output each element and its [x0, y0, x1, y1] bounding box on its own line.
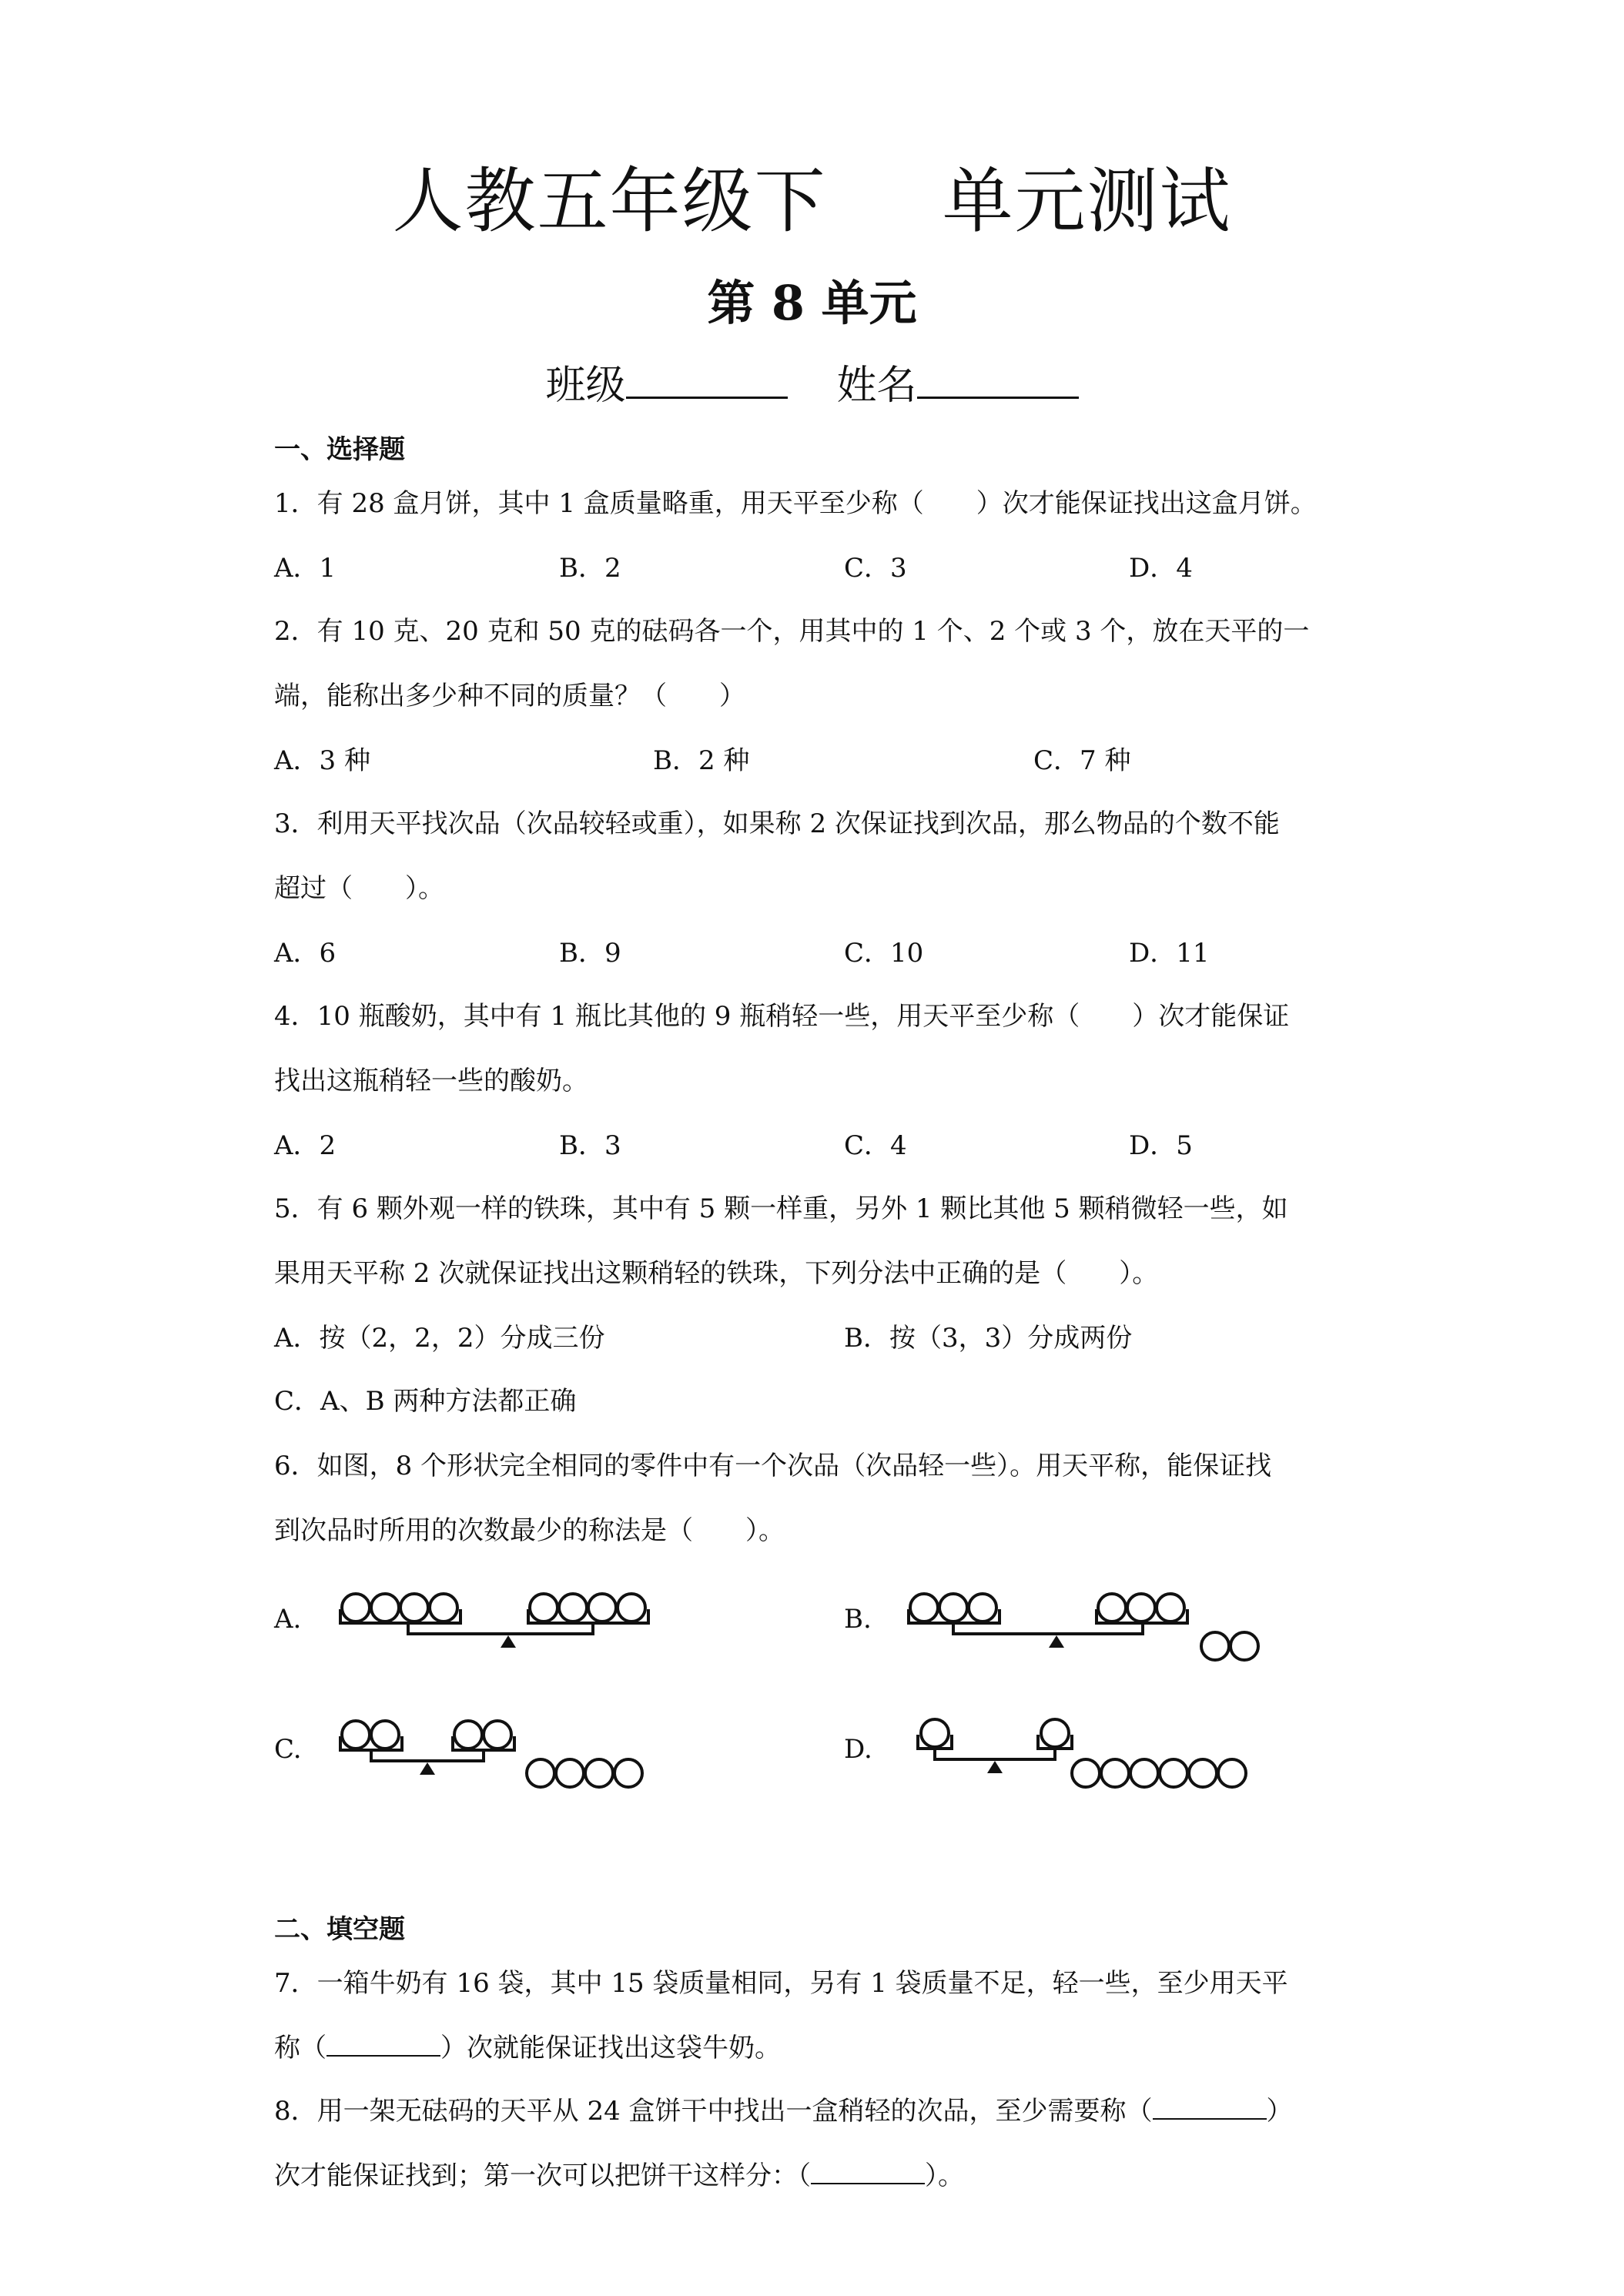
- section-heading-fill: 二、填空题: [274, 1914, 405, 1945]
- q6-scale-diagram-b[interactable]: [907, 1586, 1269, 1671]
- class-name-line: [0, 353, 1624, 410]
- q7-text-before: 称（: [274, 2033, 326, 2063]
- question-7-line2: [274, 2027, 781, 2064]
- q4-option-b[interactable]: B．3: [559, 1130, 621, 1161]
- question-6-line2: 到次品时所用的次数最少的称法是（ ）。: [274, 1515, 785, 1546]
- question-4-line1: 4．10 瓶酸奶，其中有 1 瓶比其他的 9 瓶稍轻一些，用天平至少称（ ）次才能保证: [274, 1001, 1290, 1032]
- question-3-line1: 3．利用天平找次品（次品较轻或重），如果称 2 次保证找到次品，那么物品的个数不能: [274, 808, 1280, 839]
- page-title: [0, 145, 1624, 246]
- question-1-text: 1．有 28 盒月饼，其中 1 盒质量略重，用天平至少称（ ）次才能保证找出这盒月饼。: [274, 488, 1317, 519]
- q1-option-a[interactable]: A．1: [274, 553, 337, 584]
- unit-subtitle: 第 8 单元: [707, 275, 917, 331]
- class-label: 班级: [545, 363, 626, 409]
- q1-option-d[interactable]: D．4: [1129, 553, 1193, 584]
- q6-scale-diagram-d[interactable]: [907, 1713, 1269, 1798]
- q4-option-a[interactable]: A．2: [274, 1130, 337, 1161]
- name-blank[interactable]: [917, 361, 1079, 399]
- q2-option-b[interactable]: B．2 种: [653, 745, 750, 776]
- q8-text-before: 8．用一架无砝码的天平从 24 盒饼干中找出一盒稍轻的次品，至少需要称（: [274, 2096, 1153, 2127]
- question-5-line1: 5．有 6 颗外观一样的铁珠，其中有 5 颗一样重，另外 1 颗比其他 5 颗稍微轻一些，如: [274, 1193, 1288, 1224]
- q8-answer-blank-2[interactable]: [811, 2160, 925, 2184]
- title-left: 人教五年级下: [392, 160, 827, 243]
- question-8-line1: [274, 2090, 1293, 2127]
- question-2-line2: 端，能称出多少种不同的质量？（ ）: [274, 681, 745, 711]
- q1-option-c[interactable]: C．3: [844, 553, 907, 584]
- section-heading-choice: 一、选择题: [274, 434, 405, 465]
- q7-text-after: ）次就能保证找出这袋牛奶。: [440, 2033, 781, 2063]
- q5-option-b[interactable]: B．按（3，3）分成两份: [844, 1323, 1133, 1354]
- q5-option-c[interactable]: C．A、B 两种方法都正确: [274, 1386, 577, 1417]
- q3-option-b[interactable]: B．9: [559, 938, 621, 969]
- q6-option-a-label[interactable]: A.: [274, 1604, 302, 1635]
- q6-scale-diagram-c[interactable]: [339, 1713, 655, 1798]
- question-4-line2: 找出这瓶稍轻一些的酸奶。: [274, 1066, 588, 1096]
- q3-option-c[interactable]: C．10: [844, 938, 924, 969]
- q7-answer-blank[interactable]: [326, 2032, 440, 2057]
- q2-option-c[interactable]: C．7 种: [1033, 745, 1131, 776]
- title-right: 单元测试: [942, 160, 1232, 243]
- q6-option-d-label[interactable]: D.: [844, 1734, 872, 1765]
- question-8-line2: [274, 2154, 964, 2192]
- q4-option-d[interactable]: D．5: [1129, 1130, 1193, 1161]
- question-2-line1: 2．有 10 克、20 克和 50 克的砝码各一个，用其中的 1 个、2 个或 3 个，放在天平的一: [274, 616, 1310, 647]
- q1-option-b[interactable]: B．2: [559, 553, 621, 584]
- name-label: 姓名: [836, 363, 917, 409]
- q8-text-after: ）: [1266, 2096, 1293, 2127]
- question-7-line1: 7．一箱牛奶有 16 袋，其中 15 袋质量相同，另有 1 袋质量不足，轻一些，至少用天平: [274, 1968, 1288, 1999]
- q3-option-a[interactable]: A．6: [274, 938, 337, 969]
- q5-option-a[interactable]: A．按（2，2，2）分成三份: [274, 1323, 605, 1354]
- q3-option-d[interactable]: D．11: [1129, 938, 1210, 969]
- q6-option-b-label[interactable]: B.: [844, 1604, 872, 1635]
- q8-answer-blank-1[interactable]: [1153, 2095, 1267, 2120]
- q2-option-a[interactable]: A．3 种: [274, 745, 370, 776]
- class-blank[interactable]: [626, 361, 788, 399]
- q4-option-c[interactable]: C．4: [844, 1130, 907, 1161]
- question-6-line1: 6．如图，8 个形状完全相同的零件中有一个次品（次品轻一些）。用天平称，能保证找: [274, 1451, 1272, 1481]
- q6-scale-diagram-a[interactable]: [339, 1586, 678, 1663]
- question-5-line2: 果用天平称 2 次就保证找出这颗稍轻的铁珠，下列分法中正确的是（ ）。: [274, 1258, 1159, 1289]
- q6-option-c-label[interactable]: C.: [274, 1734, 302, 1765]
- q8-line2-before: 次才能保证找到；第一次可以把饼干这样分：（: [274, 2160, 811, 2191]
- question-3-line2: 超过（ ）。: [274, 873, 444, 904]
- q8-line2-after: ）。: [925, 2160, 964, 2191]
